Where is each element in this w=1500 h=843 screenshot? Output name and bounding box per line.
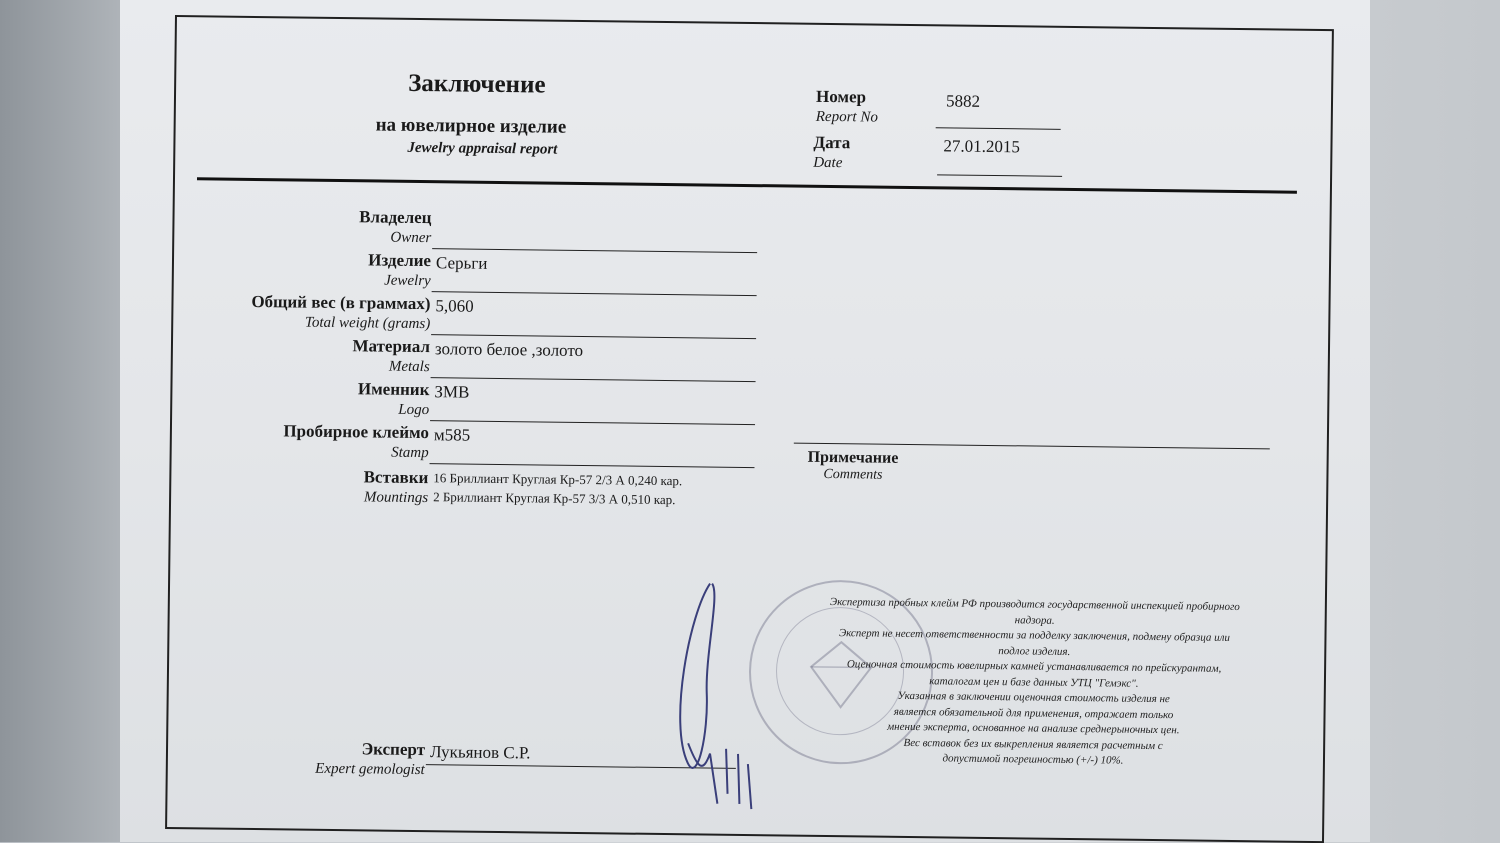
- header-divider: [197, 177, 1297, 193]
- owner-label: Владелец: [359, 207, 432, 228]
- owner-label-en: Owner: [390, 229, 432, 247]
- report-frame: [165, 15, 1334, 843]
- note-line: Экспертиза пробных клейм РФ производится государственной инспекцией пробирного: [829, 596, 1240, 614]
- weight-label-en: Total weight (grams): [304, 314, 431, 333]
- expert-label: Эксперт: [361, 739, 426, 760]
- date-value: 27.01.2015: [943, 136, 1021, 157]
- owner-line: [432, 248, 757, 253]
- date-line: [937, 174, 1062, 177]
- note-line: каталогам цен и базе данных УТЦ "Гемэкс".: [929, 674, 1139, 690]
- jewelry-line: [432, 291, 757, 296]
- note-line: Оценочная стоимость ювелирных камней устанавливается по прейскурантам,: [846, 658, 1222, 675]
- document-title: Заключение: [408, 69, 546, 99]
- logo-label: Именник: [357, 379, 430, 400]
- logo-label-en: Logo: [398, 401, 430, 419]
- mountings-line-1: 16 Бриллиант Круглая Кр-57 2/3 А 0,240 кар.: [433, 470, 683, 489]
- report-number-value: 5882: [945, 91, 981, 111]
- background-left: [0, 0, 130, 842]
- document-subtitle: на ювелирное изделие: [375, 114, 567, 138]
- weight-line: [431, 334, 756, 339]
- weight-label: Общий вес (в граммах): [251, 291, 431, 314]
- comments-line: [794, 443, 1270, 450]
- stamp-label: Пробирное клеймо: [283, 421, 430, 443]
- note-line: Эксперт не несет ответственности за подделку заключения, подмену образца или: [838, 627, 1231, 644]
- note-line: Вес вставок без их выкрепления является расчетным с: [903, 736, 1163, 752]
- report-number-line: [936, 127, 1061, 130]
- metals-line: [431, 377, 756, 382]
- jewelry-value: Серьги: [435, 253, 488, 273]
- mountings-label-en: Mountings: [363, 489, 429, 507]
- note-line: подлог изделия.: [998, 644, 1071, 658]
- mountings-line-2: 2 Бриллиант Круглая Кр-57 3/3 А 0,510 кар.: [433, 489, 676, 508]
- logo-value: ЗМВ: [434, 382, 470, 402]
- expert-value: Лукьянов С.Р.: [429, 742, 531, 763]
- jewelry-label: Изделие: [368, 250, 432, 271]
- metals-label-en: Metals: [388, 358, 430, 376]
- stamp-line: [430, 463, 755, 468]
- stamp-value: м585: [433, 425, 471, 445]
- legal-notes: [793, 595, 1275, 771]
- note-line: является обязательной для применения, отражает только: [893, 705, 1174, 721]
- weight-value: 5,060: [435, 296, 474, 316]
- metals-value: золото белое ,золото: [434, 339, 584, 361]
- jewelry-label-en: Jewelry: [384, 272, 431, 290]
- report-number-label: Номер: [815, 86, 867, 107]
- logo-line: [430, 420, 755, 425]
- document-subtitle-en: Jewelry appraisal report: [407, 139, 558, 158]
- metals-label: Материал: [352, 336, 431, 357]
- date-label: Дата: [813, 132, 851, 153]
- date-label-en: Date: [813, 154, 843, 172]
- note-line: Указанная в заключении оценочная стоимость изделия не: [897, 689, 1170, 706]
- signature: [647, 573, 810, 815]
- expert-label-en: Expert gemologist: [315, 760, 425, 779]
- note-line: надзора.: [1014, 613, 1055, 627]
- comments-label-en: Comments: [823, 466, 883, 483]
- comments-label: Примечание: [807, 448, 899, 467]
- note-line: мнение эксперта, основанное на анализе среднерыночных цен.: [887, 720, 1180, 737]
- mountings-label: Вставки: [363, 467, 429, 488]
- note-line: допустимой погрешностью (+/-) 10%.: [942, 752, 1124, 767]
- stamp-label-en: Stamp: [391, 444, 429, 462]
- report-number-label-en: Report No: [815, 108, 878, 126]
